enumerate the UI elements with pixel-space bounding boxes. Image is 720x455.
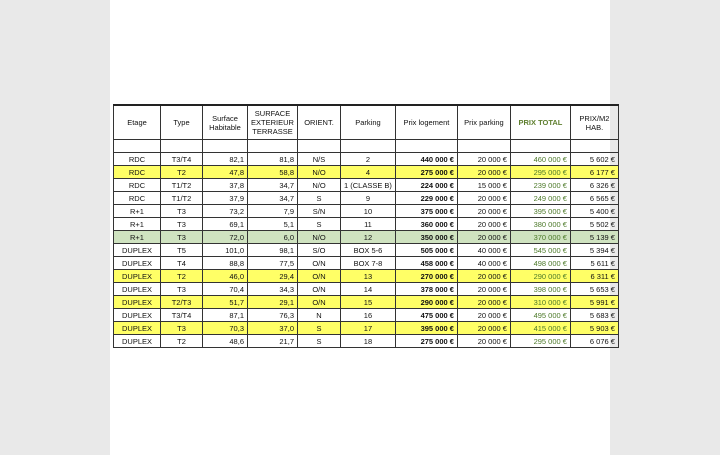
cell-surface: 47,8 — [203, 166, 248, 179]
cell-type: T1/T2 — [161, 179, 203, 192]
cell-prix-parking: 40 000 € — [457, 244, 510, 257]
cell-surface: 88,8 — [203, 257, 248, 270]
cell-prix-logement: 350 000 € — [395, 231, 457, 244]
col-header-prix-parking: Prix parking — [457, 105, 510, 140]
cell-surface: 37,9 — [203, 192, 248, 205]
cell-prix-m2: 5 683 € — [570, 309, 618, 322]
cell-etage: DUPLEX — [114, 322, 161, 335]
cell-orient: N — [298, 309, 341, 322]
cell-prix-total: 370 000 € — [510, 231, 570, 244]
cell-prix-logement: 270 000 € — [395, 270, 457, 283]
cell-exterieur: 77,5 — [248, 257, 298, 270]
cell-parking: 14 — [341, 283, 396, 296]
cell-prix-total: 545 000 € — [510, 244, 570, 257]
cell-type: T3/T4 — [161, 309, 203, 322]
cell-prix-m2: 6 565 € — [570, 192, 618, 205]
table-row — [114, 335, 619, 348]
cell-prix-m2: 5 139 € — [570, 231, 618, 244]
cell-prix-m2: 6 326 € — [570, 179, 618, 192]
cell-prix-total: 290 000 € — [510, 270, 570, 283]
cell-prix-m2: 5 394 € — [570, 244, 618, 257]
cell-type: T3 — [161, 231, 203, 244]
cell-prix-m2: 6 177 € — [570, 166, 618, 179]
cell-prix-parking: 20 000 € — [457, 218, 510, 231]
cell-prix-parking: 20 000 € — [457, 270, 510, 283]
table-row — [114, 257, 619, 270]
cell-exterieur: 76,3 — [248, 309, 298, 322]
cell-surface: 101,0 — [203, 244, 248, 257]
cell-parking: 11 — [341, 218, 396, 231]
cell-type: T3 — [161, 322, 203, 335]
cell-prix-m2: 5 653 € — [570, 283, 618, 296]
cell-parking: BOX 7-8 — [341, 257, 396, 270]
col-header-prix-total: PRIX TOTAL — [510, 105, 570, 140]
col-header-prix-logement: Prix logement — [395, 105, 457, 140]
cell-surface: 82,1 — [203, 153, 248, 166]
cell-orient: S — [298, 192, 341, 205]
cell-orient: N/O — [298, 166, 341, 179]
cell-orient: S — [298, 335, 341, 348]
cell-prix-m2: 5 502 € — [570, 218, 618, 231]
cell-prix-parking: 20 000 € — [457, 192, 510, 205]
table-row — [114, 244, 619, 257]
cell-etage: DUPLEX — [114, 244, 161, 257]
cell-prix-logement: 375 000 € — [395, 205, 457, 218]
cell-surface: 69,1 — [203, 218, 248, 231]
cell-prix-logement: 378 000 € — [395, 283, 457, 296]
cell-prix-total: 498 000 € — [510, 257, 570, 270]
cell-type: T3 — [161, 205, 203, 218]
cell-prix-m2: 6 076 € — [570, 335, 618, 348]
cell-prix-total: 310 000 € — [510, 296, 570, 309]
cell-prix-parking: 40 000 € — [457, 257, 510, 270]
cell-exterieur: 98,1 — [248, 244, 298, 257]
cell-surface: 87,1 — [203, 309, 248, 322]
cell-prix-parking: 20 000 € — [457, 231, 510, 244]
cell-prix-m2: 6 311 € — [570, 270, 618, 283]
cell-etage: RDC — [114, 166, 161, 179]
cell-type: T2 — [161, 335, 203, 348]
cell-parking: 9 — [341, 192, 396, 205]
cell-surface: 70,3 — [203, 322, 248, 335]
cell-type: T4 — [161, 257, 203, 270]
cell-prix-parking: 20 000 € — [457, 296, 510, 309]
cell-exterieur: 34,7 — [248, 192, 298, 205]
cell-parking: 1 (CLASSE B) — [341, 179, 396, 192]
cell-orient: O/N — [298, 257, 341, 270]
cell-orient: S — [298, 322, 341, 335]
cell-prix-total: 398 000 € — [510, 283, 570, 296]
cell-etage: RDC — [114, 179, 161, 192]
cell-prix-total: 380 000 € — [510, 218, 570, 231]
cell-etage: DUPLEX — [114, 309, 161, 322]
cell-prix-logement: 275 000 € — [395, 166, 457, 179]
table-row — [114, 192, 619, 205]
cell-exterieur: 6,0 — [248, 231, 298, 244]
cell-etage: DUPLEX — [114, 283, 161, 296]
cell-type: T1/T2 — [161, 192, 203, 205]
cell-type: T3 — [161, 283, 203, 296]
cell-etage: R+1 — [114, 205, 161, 218]
cell-surface: 37,8 — [203, 179, 248, 192]
col-header-orient: ORIENT. — [298, 105, 341, 140]
cell-parking: 18 — [341, 335, 396, 348]
cell-prix-parking: 20 000 € — [457, 205, 510, 218]
cell-exterieur: 34,7 — [248, 179, 298, 192]
cell-prix-parking: 15 000 € — [457, 179, 510, 192]
cell-etage: DUPLEX — [114, 335, 161, 348]
cell-prix-total: 249 000 € — [510, 192, 570, 205]
cell-prix-m2: 5 991 € — [570, 296, 618, 309]
col-header-exterieur: SURFACE EXTERIEUR TERRASSE — [248, 105, 298, 140]
cell-etage: R+1 — [114, 218, 161, 231]
cell-prix-total: 415 000 € — [510, 322, 570, 335]
cell-parking: 13 — [341, 270, 396, 283]
cell-type: T3/T4 — [161, 153, 203, 166]
cell-type: T2/T3 — [161, 296, 203, 309]
table-body — [114, 140, 619, 348]
cell-orient: S/N — [298, 205, 341, 218]
col-header-type: Type — [161, 105, 203, 140]
cell-parking: 15 — [341, 296, 396, 309]
cell-surface: 48,6 — [203, 335, 248, 348]
table-row — [114, 179, 619, 192]
cell-prix-total: 239 000 € — [510, 179, 570, 192]
cell-etage: R+1 — [114, 231, 161, 244]
cell-parking: 4 — [341, 166, 396, 179]
cell-prix-logement: 229 000 € — [395, 192, 457, 205]
table-row — [114, 153, 619, 166]
cell-prix-parking: 20 000 € — [457, 166, 510, 179]
cell-exterieur: 21,7 — [248, 335, 298, 348]
cell-surface: 70,4 — [203, 283, 248, 296]
col-header-surface: Surface Habitable — [203, 105, 248, 140]
cell-prix-m2: 5 611 € — [570, 257, 618, 270]
cell-prix-logement: 395 000 € — [395, 322, 457, 335]
cell-orient: S/O — [298, 244, 341, 257]
cell-prix-logement: 505 000 € — [395, 244, 457, 257]
cell-exterieur: 34,3 — [248, 283, 298, 296]
col-header-etage: Etage — [114, 105, 161, 140]
table-row — [114, 322, 619, 335]
col-header-prix-m2: PRIX/M2 HAB. — [570, 105, 618, 140]
col-header-parking: Parking — [341, 105, 396, 140]
cell-parking: 10 — [341, 205, 396, 218]
cell-prix-logement: 360 000 € — [395, 218, 457, 231]
cell-orient: O/N — [298, 283, 341, 296]
cell-parking: 17 — [341, 322, 396, 335]
cell-type: T5 — [161, 244, 203, 257]
cell-prix-logement: 290 000 € — [395, 296, 457, 309]
cell-prix-logement: 458 000 € — [395, 257, 457, 270]
cell-prix-total: 460 000 € — [510, 153, 570, 166]
cell-type: T2 — [161, 166, 203, 179]
cell-prix-total: 495 000 € — [510, 309, 570, 322]
cell-prix-m2: 5 903 € — [570, 322, 618, 335]
cell-etage: RDC — [114, 153, 161, 166]
cell-exterieur: 58,8 — [248, 166, 298, 179]
cell-orient: O/N — [298, 296, 341, 309]
table-row — [114, 166, 619, 179]
table-row — [114, 270, 619, 283]
cell-prix-total: 395 000 € — [510, 205, 570, 218]
cell-orient: N/S — [298, 153, 341, 166]
cell-surface: 72,0 — [203, 231, 248, 244]
cell-prix-parking: 20 000 € — [457, 322, 510, 335]
cell-etage: DUPLEX — [114, 296, 161, 309]
cell-orient: N/O — [298, 179, 341, 192]
cell-orient: N/O — [298, 231, 341, 244]
cell-orient: S — [298, 218, 341, 231]
cell-prix-m2: 5 602 € — [570, 153, 618, 166]
cell-prix-total: 295 000 € — [510, 166, 570, 179]
cell-exterieur: 29,4 — [248, 270, 298, 283]
cell-exterieur: 29,1 — [248, 296, 298, 309]
table-row — [114, 231, 619, 244]
cell-prix-logement: 440 000 € — [395, 153, 457, 166]
cell-parking: 2 — [341, 153, 396, 166]
table-row — [114, 218, 619, 231]
cell-exterieur: 5,1 — [248, 218, 298, 231]
spacer-row — [114, 140, 619, 153]
cell-surface: 46,0 — [203, 270, 248, 283]
cell-prix-parking: 20 000 € — [457, 335, 510, 348]
cell-exterieur: 81,8 — [248, 153, 298, 166]
cell-prix-logement: 475 000 € — [395, 309, 457, 322]
cell-prix-parking: 20 000 € — [457, 309, 510, 322]
cell-type: T3 — [161, 218, 203, 231]
cell-prix-logement: 275 000 € — [395, 335, 457, 348]
table-row — [114, 283, 619, 296]
cell-etage: DUPLEX — [114, 270, 161, 283]
cell-etage: RDC — [114, 192, 161, 205]
cell-exterieur: 37,0 — [248, 322, 298, 335]
cell-prix-m2: 5 400 € — [570, 205, 618, 218]
table-row — [114, 296, 619, 309]
cell-surface: 51,7 — [203, 296, 248, 309]
table-row — [114, 309, 619, 322]
cell-parking: BOX 5-6 — [341, 244, 396, 257]
cell-type: T2 — [161, 270, 203, 283]
cell-parking: 12 — [341, 231, 396, 244]
table-row — [114, 205, 619, 218]
cell-exterieur: 7,9 — [248, 205, 298, 218]
header-row — [114, 105, 619, 140]
cell-prix-parking: 20 000 € — [457, 153, 510, 166]
cell-orient: O/N — [298, 270, 341, 283]
cell-prix-total: 295 000 € — [510, 335, 570, 348]
cell-prix-logement: 224 000 € — [395, 179, 457, 192]
cell-parking: 16 — [341, 309, 396, 322]
cell-surface: 73,2 — [203, 205, 248, 218]
cell-prix-parking: 20 000 € — [457, 283, 510, 296]
price-table — [113, 104, 619, 348]
cell-etage: DUPLEX — [114, 257, 161, 270]
